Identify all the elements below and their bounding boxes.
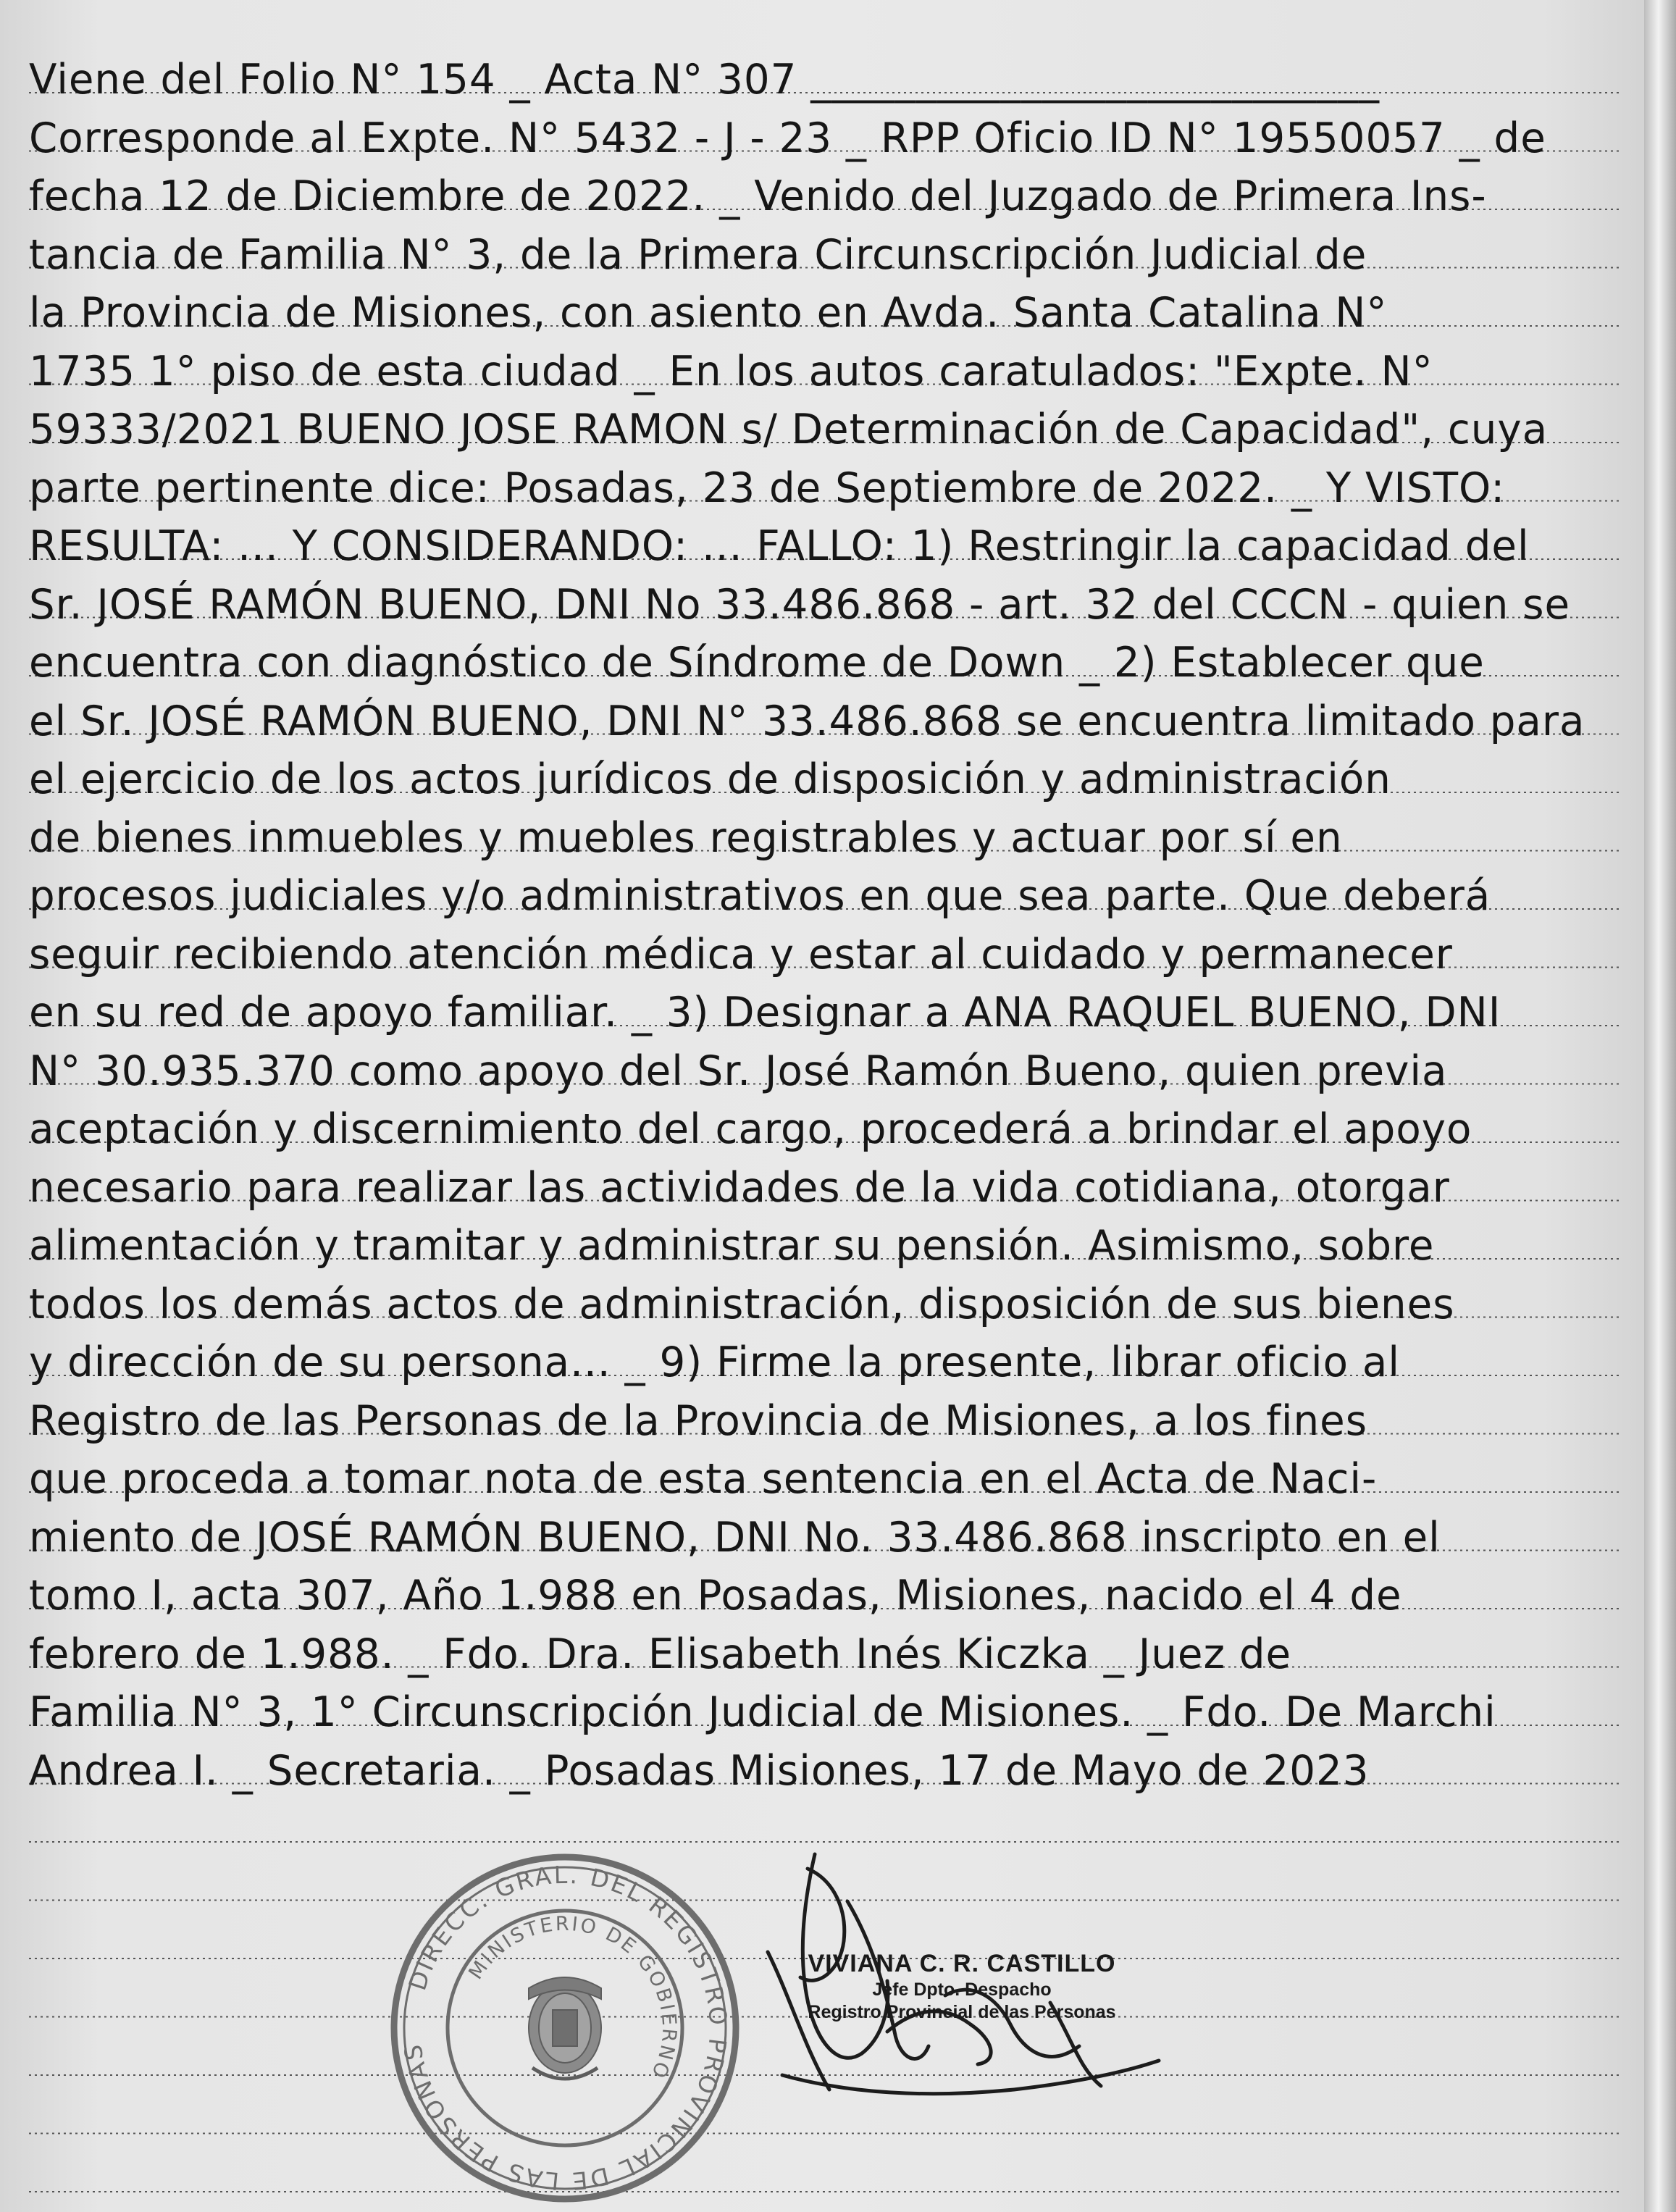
act-text-line: todos los demás actos de administración, disposición de sus bienes [29,1280,1455,1328]
act-text-line: encuentra con diagnóstico de Síndrome de Down _ 2) Establecer que [29,639,1485,687]
coat-of-arms-emblem [529,1977,601,2079]
act-text-line: fecha 12 de Diciembre de 2022. _ Venido del Juzgado de Primera Ins- [29,172,1487,220]
act-text-line: RESULTA: ... Y CONSIDERANDO: ... FALLO: 1) Restringir la capacidad del [29,522,1530,570]
act-text-line: Sr. JOSÉ RAMÓN BUENO, DNI No 33.486.868 - art. 32 del CCCN - quien se [29,580,1571,629]
signatory-office: Registro Provincial de las Personas [808,2002,1116,2022]
act-text-line: el ejercicio de los actos jurídicos de disposición y administración [29,755,1391,803]
act-text-line: tancia de Familia N° 3, de la Primera Circunscripción Judicial de [29,230,1367,279]
act-text-line: Familia N° 3, 1° Circunscripción Judicial de Misiones. _ Fdo. De Marchi [29,1688,1496,1736]
act-text-line: que proceda a tomar nota de esta sentencia en el Acta de Naci- [29,1455,1378,1503]
act-text-line: parte pertinente dice: Posadas, 23 de Septiembre de 2022. _ Y VISTO: [29,464,1506,512]
signatory-name: VIVIANA C. R. CASTILLO [808,1950,1116,1977]
act-text-line: Andrea I. _ Secretaria. _ Posadas Misiones, 17 de Mayo de 2023 [29,1746,1370,1795]
act-text-line: necesario para realizar las actividades de la vida cotidiana, otorgar [29,1163,1450,1212]
act-text-line: y dirección de su persona... _ 9) Firme la presente, librar oficio al [29,1338,1400,1386]
act-text-line: seguir recibiendo atención médica y estar al cuidado y permanecer [29,930,1453,979]
act-text-line: alimentación y tramitar y administrar su pensión. Asimismo, sobre [29,1222,1435,1270]
act-text-line: Corresponde al Expte. N° 5432 - J - 23 _ RPP Oficio ID N° 19550057 _ de [29,114,1546,162]
act-text-line: miento de JOSÉ RAMÓN BUENO, DNI No. 33.486.868 inscripto en el [29,1513,1441,1562]
act-text-line: 59333/2021 BUENO JOSE RAMON s/ Determinación de Capacidad", cuya [29,406,1549,453]
stamp-inner-text: MINISTERIO DE GOBIERNO [464,1912,681,2084]
act-text-line: la Provincia de Misiones, con asiento en Avda. Santa Catalina N° [29,289,1388,337]
act-text-line: aceptación y discernimiento del cargo, procederá a brindar el apoyo [29,1105,1472,1153]
registry-seal-stamp [387,1851,742,2205]
act-text-line: N° 30.935.370 como apoyo del Sr. José Ramón Bueno, quien previa [29,1047,1448,1095]
signatory-title: Jefe Dpto. Despacho [872,1980,1052,2000]
act-text-line: el Sr. JOSÉ RAMÓN BUENO, DNI N° 33.486.868 se encuentra limitado para [29,697,1585,745]
act-text-line: Viene del Folio N° 154 _ Acta N° 307 ___________________________ [29,56,1380,104]
act-text-line: Registro de las Personas de la Provincia de Misiones, a los fines [29,1396,1368,1445]
act-text-line: tomo I, acta 307, Año 1.988 en Posadas, Misiones, nacido el 4 de [29,1572,1402,1620]
signature-block [774,1950,1150,2023]
act-text-line: procesos judiciales y/o administrativos en que sea parte. Que deberá [29,872,1491,920]
act-text-line: en su red de apoyo familiar. _ 3) Designar a ANA RAQUEL BUENO, DNI [29,989,1501,1036]
act-text-line: 1735 1° piso de esta ciudad _ En los autos caratulados: "Expte. N° [29,347,1433,395]
stamp-outer-text: DIRECC. GRAL. DEL REGISTRO PROVINCIAL DE LAS PERSONAS [398,1860,733,2196]
act-text-line: febrero de 1.988. _ Fdo. Dra. Elisabeth Inés Kiczka _ Juez de [29,1630,1292,1678]
act-text-line: de bienes inmuebles y muebles registrables y actuar por sí en [29,813,1343,862]
book-binding-edge [1644,0,1676,2212]
